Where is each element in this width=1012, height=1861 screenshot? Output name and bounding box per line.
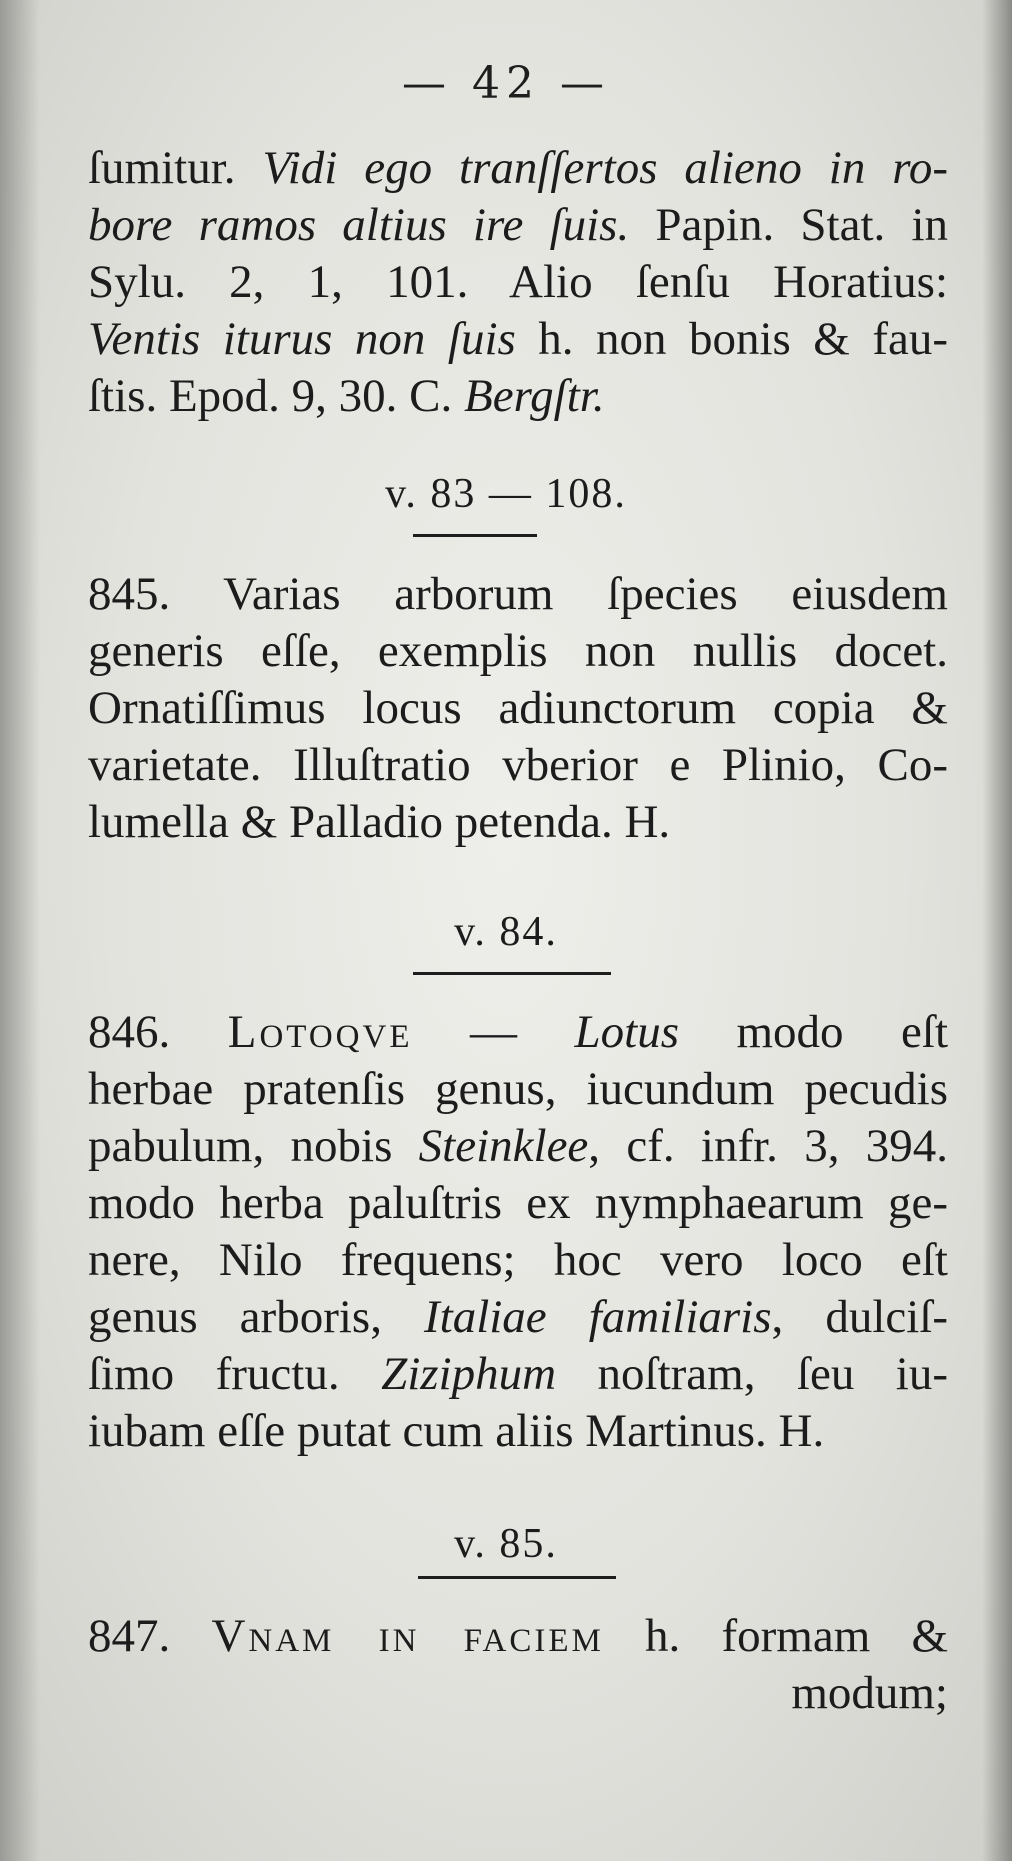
- verse-heading-85: v. 85.: [454, 1521, 558, 1567]
- text-line: iubam eſſe putat cum aliis Martinus. H.: [88, 1405, 825, 1457]
- section-rule: [418, 1576, 616, 1579]
- text-line: 845. Varias arborum ſpecies eiusdem: [88, 568, 948, 620]
- text-line: ſimo fructu. Ziziphum noſtram, ſeu iu-: [88, 1348, 948, 1400]
- text-line: modum;: [791, 1667, 948, 1719]
- note-846: [88, 1004, 948, 1460]
- text-line: nere, Nilo frequens; hoc vero loco eſt: [88, 1234, 948, 1286]
- note-845: [88, 566, 948, 851]
- text-line: 847. Vnam in faciem h. formam &: [88, 1610, 949, 1662]
- section-rule: [413, 534, 537, 537]
- text-line: bore ramos altius ire ſuis. Papin. Stat. in: [88, 199, 948, 251]
- text-line: Sylu. 2, 1, 101. Alio ſenſu Horatius:: [88, 256, 948, 308]
- text-line: genus arboris, Italiae familiaris, dulciſ-: [88, 1291, 949, 1343]
- note-847: [88, 1608, 948, 1722]
- text-line: lumella & Palladio petenda. H.: [88, 796, 671, 848]
- text-line: ſtis. Epod. 9, 30. C. Bergſtr.: [88, 370, 605, 422]
- section-rule: [413, 972, 611, 975]
- text-line: generis eſſe, exemplis non nullis docet.: [88, 625, 948, 677]
- text-line: pabulum, nobis Steinklee, cf. infr. 3, 394.: [88, 1120, 949, 1172]
- text-line: Ventis iturus non ſuis h. non bonis & fau-: [88, 313, 948, 365]
- page-number: — 42 —: [402, 58, 610, 109]
- text-line: herbae pratenſis genus, iucundum pecudis: [88, 1063, 948, 1115]
- verse-heading-83: v. 83 — 108.: [385, 471, 627, 517]
- paragraph-continuation: [88, 140, 948, 425]
- text-line: ſumitur. Vidi ego tranſſertos alieno in ro-: [88, 142, 948, 194]
- text-line: varietate. Illuſtratio vberior e Plinio, Co-: [88, 739, 948, 791]
- text-line: 846. Lotoqve — Lotus modo eſt: [88, 1006, 949, 1058]
- text-line: Ornatiſſimus locus adiunctorum copia &: [88, 682, 948, 734]
- verse-heading-84: v. 84.: [454, 909, 558, 955]
- text-line: modo herba paluſtris ex nymphaearum ge-: [88, 1177, 948, 1229]
